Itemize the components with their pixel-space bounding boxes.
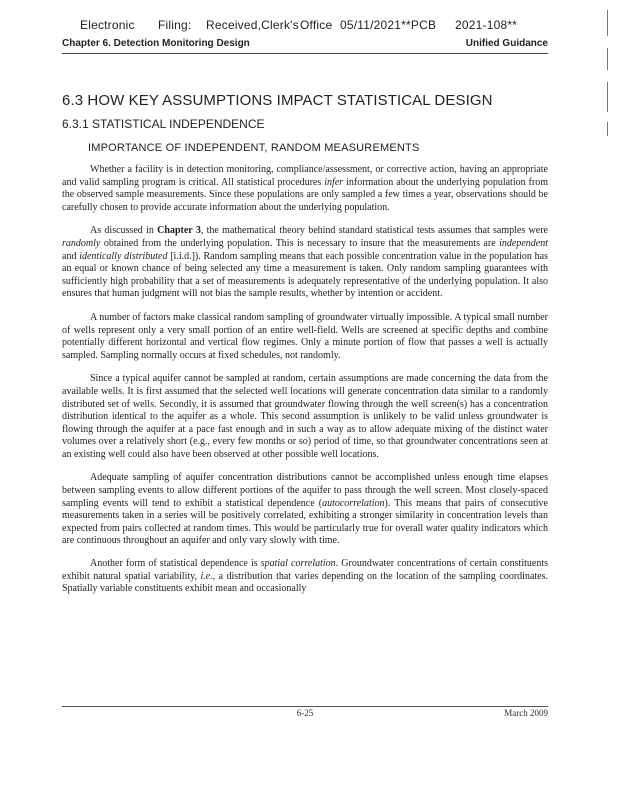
footer-date: March 2009 (504, 708, 548, 718)
edge-bar (607, 82, 608, 112)
paragraph-3: A number of factors make classical random sampling of groundwater virtually impossible. A typical small number of wells represent only a very small portion of an entire well-field. Wells are screened at specific depths and combine potentially different horizontal and vertical flow regimes. Only a minute portion of flow that passes a well is actually sampled. Sampling normally occurs at fixed schedules, not randomly. (62, 311, 548, 361)
guidance-label: Unified Guidance (465, 38, 548, 49)
p6-text: Another form of statistical dependence is (90, 558, 261, 570)
paragraph-5 (62, 472, 548, 548)
topic-title: IMPORTANCE OF INDEPENDENT, RANDOM MEASUREMENTS (88, 142, 420, 154)
chapter-reference: Chapter 3 (157, 225, 201, 237)
edge-bar (607, 122, 608, 136)
paragraph-1 (62, 164, 548, 214)
p1-emphasis: infer (324, 176, 344, 188)
paragraph-2 (62, 225, 548, 301)
page-footer (62, 706, 548, 720)
p6-text: . Groundwater concentrations of certain constituents exhibit natural spatial variability, (62, 558, 549, 582)
p6-emphasis: spatial correlation (260, 558, 336, 570)
p5-emphasis: autocorrelation (322, 497, 385, 509)
p2-emphasis: identically distributed (79, 250, 168, 262)
p2-text-end: [i.i.d.]). Random sampling means that each possible concentration value in the population has an equal or known chance of being selected any time a measurement is taken. Only random sampling guarantees with sufficiently high probability that a set of measurements is adequately representative of the underlying population. It also ensures that human judgment will not bias the sample results, whether by intention or accident. (62, 250, 548, 300)
p2-emphasis: independent (499, 237, 548, 249)
header-rule (62, 53, 548, 54)
edge-bar (607, 10, 608, 36)
stamp-filing: Filing: (158, 18, 192, 32)
chapter-label: Chapter 6. Detection Monitoring Design (62, 38, 250, 49)
p5-text: Adequate sampling of aquifer concentration distributions cannot be accomplished unless enough time elapses between sampling events to allow different portions of the aquifer to pass through the well screen. Most closely-spaced sampling events will tend to exhibit a statistical dependence ( (62, 472, 548, 509)
p1-text: Whether a facility is in detection monitoring, compliance/assessment, or corrective action, having an appropriate and valid sampling program is critical. All statistical procedures (62, 164, 548, 188)
page-number: 6-25 (296, 708, 314, 718)
edge-bar (607, 48, 608, 70)
p2-text: , the mathematical theory behind standard statistical tests assumes that samples were (200, 225, 548, 237)
p2-text: As discussed in (90, 225, 158, 237)
stamp-docket: 2021-108** (455, 18, 518, 32)
p5-text-end: ). This means that pairs of consecutive measurements taken in a series will be positively correlated, exhibiting a stronger similarity in concentration levels than expected from pairs collected at random times. This would be particularly true for overall water quality indicators which are continuous throughout an aquifer and only vary slowly with time. (62, 497, 548, 547)
stamp-received: Received,Clerk's (206, 18, 299, 32)
body-text (62, 164, 548, 607)
paragraph-6 (62, 558, 548, 596)
p1-text-end: information about the underlying population from the observed sample measurements. Since these populations are only sampled a few times a year, observations should be carefully chosen to provide accurate information about the underlying population. (62, 176, 548, 213)
subsection-title: 6.3.1 STATISTICAL INDEPENDENCE (62, 117, 265, 131)
p2-emphasis: randomly (62, 237, 101, 249)
footer-rule (62, 706, 548, 707)
stamp-office: Office (300, 18, 333, 32)
p2-text: and (62, 250, 80, 262)
paragraph-4: Since a typical aquifer cannot be sampled at random, certain assumptions are made concerning the data from the available wells. It is first assumed that the selected well locations will generate concentration data similar to a randomly distributed set of wells. Secondly, it is assumed that groundwater flowing through the well screen(s) has a concentration distribution identical to the aquifer as a whole. This second assumption is unlikely to be valid unless groundwater is flowing through the aquifer at a pace fast enough and in such a way as to allow adequate mixing of the distinct water volumes over a relatively short (e.g., every few months or so) period of time, so that groundwater concentrations seen at an existing well could also have been observed at other possible well locations. (62, 373, 548, 460)
p6-emphasis: i.e. (200, 570, 213, 582)
p2-text: obtained from the underlying population. This is necessary to insure that the measurements are (100, 237, 500, 249)
running-header (62, 38, 548, 54)
section-title: 6.3 HOW KEY ASSUMPTIONS IMPACT STATISTICAL DESIGN (62, 92, 493, 109)
p6-text-end: , a distribution that varies depending on the location of the sampling coordinates. Spatially variable constituents exhibit mean and occasionally (62, 570, 548, 595)
stamp-label: Electronic (80, 18, 135, 32)
stamp-date: 05/11/2021**PCB (340, 18, 437, 32)
page-edge-marks (602, 0, 614, 140)
